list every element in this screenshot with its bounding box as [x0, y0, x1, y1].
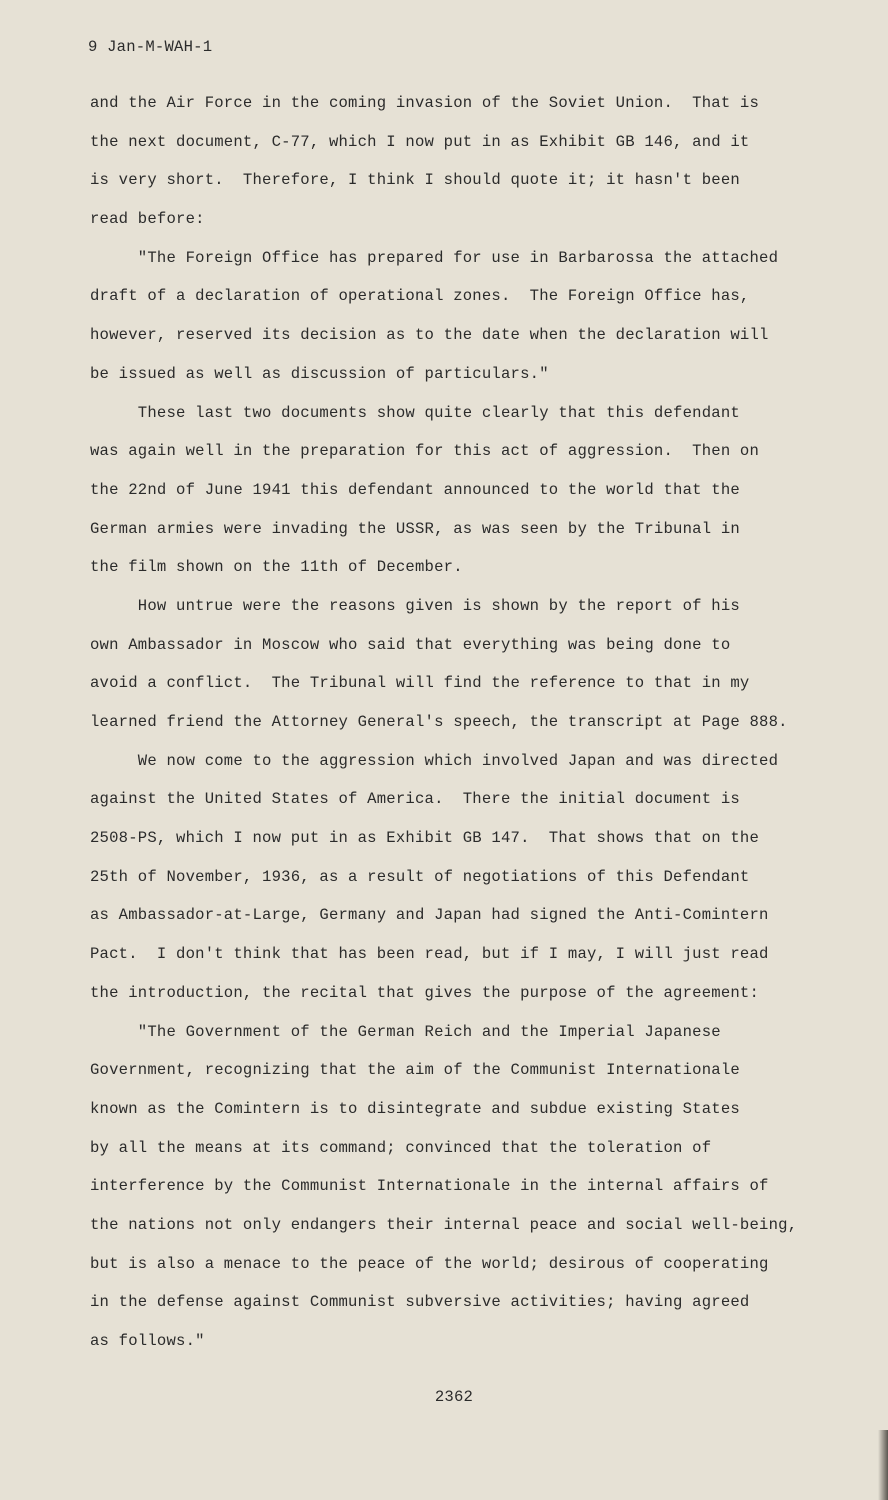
text-line: read before:	[90, 210, 205, 229]
text-line: the film shown on the 11th of December.	[90, 558, 463, 577]
text-line: the next document, C-77, which I now put in as Exhibit GB 146, and it	[90, 132, 750, 151]
text-line: the introduction, the recital that gives the purpose of the agreement:	[90, 983, 760, 1002]
text-line: avoid a conflict. The Tribunal will find the reference to that in my	[90, 674, 750, 693]
text-line: in the defense against Communist subversive activities; having agreed	[90, 1293, 750, 1312]
text-line: the 22nd of June 1941 this defendant announced to the world that the	[90, 480, 740, 499]
text-line: Government, recognizing that the aim of the Communist Internationale	[90, 1061, 740, 1080]
text-line: own Ambassador in Moscow who said that everything was being done to	[90, 635, 731, 654]
text-line: as follows."	[90, 1332, 205, 1350]
page-edge-shadow	[878, 1430, 888, 1500]
text-line: Pact. I don't think that has been read, but if I may, I will just read	[90, 945, 769, 964]
text-line: These last two documents show quite clearly that this defendant	[90, 403, 740, 422]
text-line: German armies were invading the USSR, as was seen by the Tribunal in	[90, 519, 740, 538]
text-line: interference by the Communist Internationale in the internal affairs of	[90, 1177, 769, 1196]
text-line: as Ambassador-at-Large, Germany and Japan had signed the Anti-Comintern	[90, 906, 769, 925]
text-line: "The Government of the German Reich and the Imperial Japanese	[90, 1022, 721, 1041]
document-body	[90, 90, 820, 1367]
text-line: by all the means at its command; convinced that the toleration of	[90, 1138, 712, 1157]
page-number: 2362	[434, 1388, 474, 1406]
text-line: the nations not only endangers their internal peace and social well-being,	[90, 1215, 798, 1234]
text-line: is very short. Therefore, I think I should quote it; it hasn't been	[90, 171, 740, 190]
text-line: learned friend the Attorney General's speech, the transcript at Page 888.	[90, 713, 788, 731]
text-line: however, reserved its decision as to the date when the declaration will	[90, 326, 769, 345]
text-line: be issued as well as discussion of particulars."	[90, 364, 549, 383]
text-line: 25th of November, 1936, as a result of negotiations of this Defendant	[90, 867, 750, 886]
text-line: was again well in the preparation for this act of aggression. Then on	[90, 442, 760, 461]
text-line: known as the Comintern is to disintegrate and subdue existing States	[90, 1099, 740, 1118]
text-line: "The Foreign Office has prepared for use in Barbarossa the attached	[90, 248, 779, 267]
text-line: but is also a menace to the peace of the world; desirous of cooperating	[90, 1254, 769, 1273]
text-line: We now come to the aggression which involved Japan and was directed	[90, 751, 779, 770]
text-line: 2508-PS, which I now put in as Exhibit GB 147. That shows that on the	[90, 829, 760, 848]
document-reference: 9 Jan-M-WAH-1	[88, 38, 213, 56]
text-line: draft of a declaration of operational zones. The Foreign Office has,	[90, 287, 750, 306]
text-line: How untrue were the reasons given is shown by the report of his	[90, 596, 740, 615]
text-line: and the Air Force in the coming invasion of the Soviet Union. That is	[90, 94, 760, 112]
text-line: against the United States of America. There the initial document is	[90, 790, 740, 809]
